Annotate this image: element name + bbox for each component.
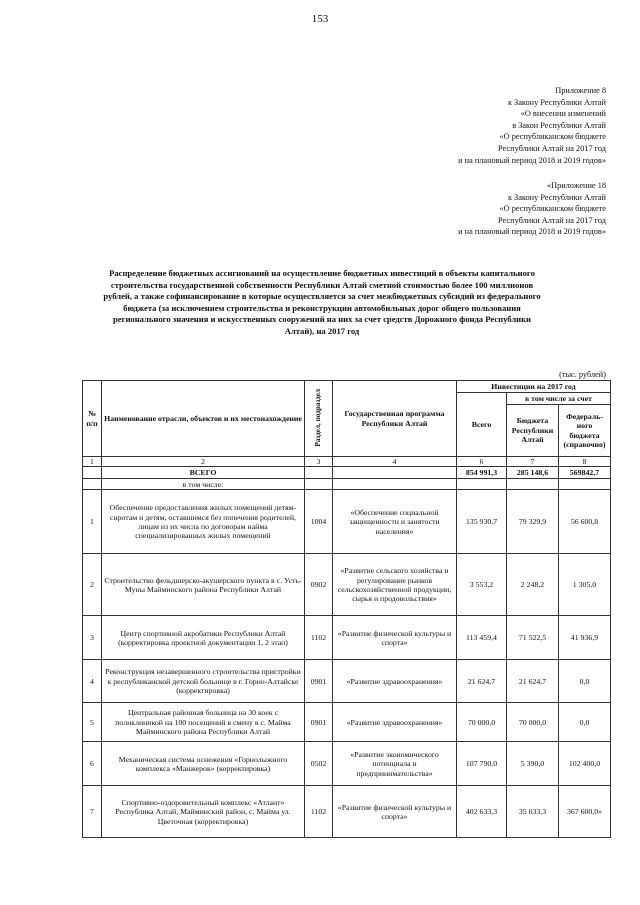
table-row [83,554,611,616]
appendix-line: «О республиканском бюджете [499,204,606,214]
total-label: ВСЕГО [102,467,305,479]
row-section: 0902 [305,554,333,616]
table-row [83,490,611,554]
row-name: Строительство фельдшерско-акушерского пункта в с. Усть-Муны Майминского района Республики Алтай [102,554,305,616]
row-num: 1 [83,490,102,554]
header-investment: Инвестиции на 2017 год [457,381,611,393]
header-section-label: Раздел, подраздел [313,388,322,447]
title-line: регионального значения и искусственных сооружений на них за счет средств Дорожного фонда Республики [112,314,532,325]
row-program: «Обеспечение социальной защищенности и занятости населения» [333,490,457,554]
row-num: 5 [83,703,102,742]
appendix-line: Республики Алтай на 2017 год [498,215,606,225]
total-federal: 569842,7 [559,467,611,479]
table-row [83,703,611,742]
appendix-line: к Закону Республики Алтай [507,97,606,107]
row-section: 0901 [305,660,333,703]
row-section: 0901 [305,703,333,742]
row-total: 21 624,7 [457,660,507,703]
row-federal: 0,0 [559,660,611,703]
row-name: Реконструкция незавершенного строительства пристройки к республиканской детской больнице в г. Горно-Алтайске (корректировка) [102,660,305,703]
row-name: Обеспечение предоставления жилых помещений детям-сиротам и детям, оставшимся без попечения родителей, лицам из их числа по договорам найма специализированных жилых помещений [102,490,305,554]
row-name: Спортивно-оздоровительный комплекс «Атлант» Республика Алтай, Майминский район, с. Майма ул. Цветочная (корректировка) [102,786,305,838]
col-number: 7 [507,457,559,467]
row-total: 113 459,4 [457,616,507,660]
row-federal: 0,0 [559,703,611,742]
appendix-line: и на плановый период 2018 и 2019 годов» [458,155,606,165]
row-total: 402 633,3 [457,786,507,838]
appendix-18-header [458,180,606,238]
appendix-line: в Закон Республики Алтай [512,120,606,130]
page-number: 153 [311,13,329,25]
row-federal: 56 600,8 [559,490,611,554]
col-number: 4 [333,457,457,467]
header-program: Государственная программа Республики Алтай [333,381,457,457]
table-row [83,616,611,660]
table-row [83,742,611,786]
appendix-line: «Приложение 18 [546,181,606,190]
row-num: 2 [83,554,102,616]
col-number: 1 [83,457,102,467]
row-republic: 70 000,0 [507,703,559,742]
row-name: Механическая система оснежения «Горнолыжного комплекса «Манжерок» (корректировка) [102,742,305,786]
appendix-line: к Закону Республики Алтай [507,192,606,202]
appendix-line: Республики Алтай на 2017 год [498,143,606,153]
row-program: «Развитие здравоохранения» [333,703,457,742]
appendix-line: и на плановый период 2018 и 2019 годов» [458,227,606,237]
row-republic: 5 390,0 [507,742,559,786]
header-total: Всего [457,393,507,457]
header-section [305,381,333,457]
row-section: 1004 [305,490,333,554]
title-line: бюджета (за исключением строительства и реконструкции автомобильных дорог общего пользования [123,302,521,313]
appendix-main-header [458,85,606,166]
row-federal: 102 400,0 [559,742,611,786]
column-numbers-row [83,457,611,467]
row-republic: 79 329,9 [507,490,559,554]
including-label: в том числе: [102,479,305,490]
including-row [83,479,611,490]
title-line: Алтай), на 2017 год [284,325,360,336]
title-line: строительства государственной собственности Республики Алтай сметной стоимостью более 100 миллионов [110,279,534,290]
row-republic: 21 624,7 [507,660,559,703]
row-republic: 35 033,3 [507,786,559,838]
row-num: 3 [83,616,102,660]
header-num: № п/п [83,381,102,457]
appendix-line: «О внесении изменений [520,109,606,119]
table-row [83,660,611,703]
budget-table [82,380,611,838]
row-federal: 1 305,0 [559,554,611,616]
col-number: 8 [559,457,611,467]
row-republic: 71 522,5 [507,616,559,660]
title-line: Распределение бюджетных ассигнований на осуществление бюджетных инвестиций в объекты капитального [109,268,535,278]
col-number: 6 [457,457,507,467]
total-republic: 285 148,6 [507,467,559,479]
row-federal: 41 936,9 [559,616,611,660]
header-republic: Бюджета Республики Алтай [507,405,559,457]
header-including: в том числе за счет [507,393,611,405]
row-total: 107 790,0 [457,742,507,786]
row-num: 6 [83,742,102,786]
appendix-line: Приложение 8 [555,86,606,95]
row-section: 1102 [305,786,333,838]
row-program: «Развитие экономического потенциала и предпринимательства» [333,742,457,786]
row-total: 135 930,7 [457,490,507,554]
row-program: «Развитие здравоохранения» [333,660,457,703]
col-number: 3 [305,457,333,467]
row-num: 7 [83,786,102,838]
row-program: «Развитие сельского хозяйства и регулирование рынков сельскохозяйственной продукции, сырья и продовольствия» [333,554,457,616]
row-total: 70 000,0 [457,703,507,742]
total-amount: 854 991,3 [457,467,507,479]
row-federal: 367 600,0» [559,786,611,838]
row-republic: 2 248,2 [507,554,559,616]
row-name: Центральная районная больница на 30 коек с поликлиникой на 100 посещений в смену в с. Майма Майминского района Республики Алтай [102,703,305,742]
row-name: Центр спортивной акробатики Республики Алтай (корректировка проектной документации 1, 2 этап) [102,616,305,660]
row-program: «Развитие физической культуры и спорта» [333,786,457,838]
table-row [83,786,611,838]
col-number: 2 [102,457,305,467]
total-row [83,467,611,479]
row-section: 0502 [305,742,333,786]
row-num: 4 [83,660,102,703]
appendix-line: «О республиканском бюджете [499,132,606,142]
row-section: 1102 [305,616,333,660]
row-total: 3 553,2 [457,554,507,616]
document-title [82,268,562,338]
header-federal: Федераль-ного бюджета (справочно) [559,405,611,457]
row-program: «Развитие физической культуры и спорта» [333,616,457,660]
units-label: (тыс. рублей) [559,370,606,379]
header-name: Наименование отрасли, объектов и их местонахождение [102,381,305,457]
title-line: рублей, а также софинансирование в которые осуществляется за счет межбюджетных субсидий из федерального [103,291,541,302]
